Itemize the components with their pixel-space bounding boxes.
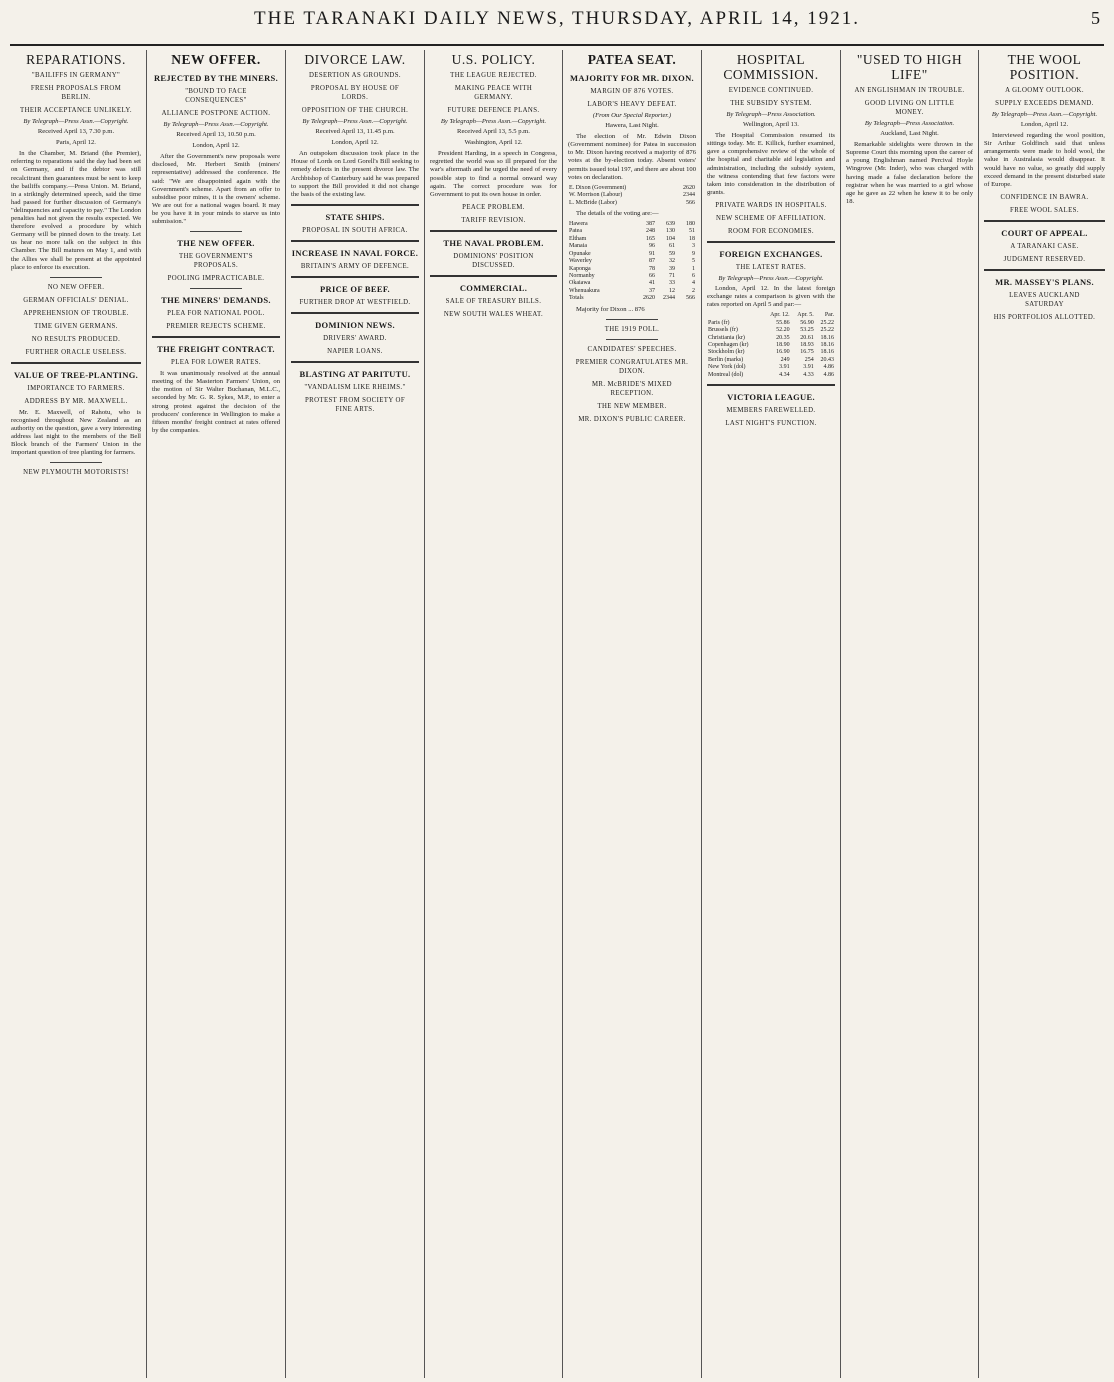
results-table [568,185,696,207]
table-row [568,192,696,199]
deck: MEMBERS FAREWELLED. [726,406,816,414]
deck: PLEA FOR LOWER RATES. [171,359,261,367]
headline-wool-position: THE WOOL POSITION. [1007,52,1082,82]
headline-commercial: COMMERCIAL. [459,282,528,293]
subhead: PROPOSAL IN SOUTH AFRICA. [302,226,408,234]
deck: ADDRESS BY MR. MAXWELL. [24,397,128,405]
subhead: PRICE OF BEEF. [320,283,390,294]
byline: By Telegraph—Press Association. [864,120,955,127]
headline-reparations: REPARATIONS. [26,52,126,67]
table-row [568,243,696,250]
table-row [568,288,696,295]
byline: (From Our Special Reporter.) [592,112,672,119]
cell: 9 [692,250,695,257]
cell: 387 [646,221,655,228]
cell: 165 [646,235,655,242]
received-line: Received April 13, 7.30 p.m. [37,128,115,136]
dateline: Paris, April 12. [56,139,96,147]
deck: PROPOSAL BY HOUSE OF LORDS. [310,85,400,101]
majority-line: Majority for Dixon ... 876 [576,305,645,313]
dateline: London, April 12. [331,139,379,147]
deck: REJECTED BY THE MINERS. [153,73,279,83]
masthead [10,0,1104,46]
cell: 33 [669,280,675,287]
deck: OPPOSITION OF THE CHURCH. [301,107,409,114]
cell: 20.43 [820,356,834,363]
table-row [707,372,835,379]
column-patea-seat [562,50,701,1378]
headline-divorce-law: DIVORCE LAW. [304,52,406,67]
table-row [568,280,696,287]
deck: THEIR ACCEPTANCE UNLIKELY. [20,107,132,114]
deck: SUPPLY EXCEEDS DEMAND. [995,100,1094,107]
byline: By Telegraph—Press Association. [726,111,816,118]
cell: 4 [692,280,695,287]
subhead: DRIVERS' AWARD. [323,334,387,342]
deck: MARGIN OF 876 VOTES. [590,88,674,95]
subhead: STATE SHIPS. [325,211,385,222]
headline-used-to-high-life: "USED TO HIGH LIFE" [856,52,963,82]
cell: 18.93 [800,341,814,348]
byline: By Telegraph—Press Assn.—Copyright. [718,274,824,282]
article-body: In the Chamber, M. Briand (the Premier), referring to reparations said the day had been set on Germany, and if the debtor was still recalcitrant then guarantees must be sent to keep the bailiffs company.—Press Union. M. Briand, in a strikingly determined speech, said the time had passed for further discussion of Germany's "delinquencies and capacity to pay." The London penalties had not given the results expected. We therefore evolved a procedure by which Germany will be pinned down to the treaty. Let us hear no more talk on the subject in this Chamber. The Bill matures on May 1, and with the Allies we shall be present at the appointed place to enforce its execution. [11,150,141,271]
booth-name: Kaponga [569,265,591,272]
exchange-table [707,312,835,379]
column-used-to-high-life [840,50,978,1378]
cell: 5 [692,258,695,265]
table-row [568,266,696,273]
cell: 130 [666,228,675,235]
booth-name: Manaia [569,243,587,250]
city: Berlin (marks) [708,356,744,363]
subhead: TIME GIVEN GERMANS. [34,322,118,330]
cell: 566 [686,295,695,302]
cell: 18.90 [776,341,790,348]
subhead: PEACE PROBLEM. [462,203,525,211]
booth-name: Whenuakura [569,287,600,294]
city: Stockholm (kr) [708,349,745,356]
subhead: POOLING IMPRACTICABLE. [167,275,265,283]
article-body: The election of Mr. Edwin Dixon (Government nominee) for Patea in succession to Mr. Dixon having received a majority of 876 votes at the by-election today. Absent voters' permits issued total 197, and there are about 100 votes on declaration. [568,133,696,181]
subhead: INCREASE IN NAVAL FORCE. [291,247,419,258]
cell: 4.86 [823,364,834,371]
subhead: THE 1919 POLL. [604,325,660,333]
article-body: Interviewed regarding the wool position, Sir Arthur Goldfinch said that unless arrangements were made to hold wool, the value in Australasia would disappear. It would have no value, so greatly did supply exceed demand in the present disturbed state of Europe. [984,132,1105,188]
subhead: NEW SOUTH WALES WHEAT. [443,310,544,318]
column-reparations [6,50,146,1378]
cell: 55.86 [776,319,790,326]
cell: 104 [666,235,675,242]
subhead: THE NAVAL PROBLEM. [443,237,544,248]
deck: MAJORITY FOR MR. DIXON. [570,73,694,83]
cell: 180 [686,221,695,228]
subhead: PREMIER CONGRATULATES MR. DIXON. [575,358,689,375]
subhead: NEW SCHEME OF AFFILIATION. [716,214,826,222]
table-row [707,327,835,334]
article-body: President Harding, in a speech in Congress, regretted the world was so ill prepared for the war's aftermath and he urged the need of every possible step to find a normal onward way again. The correct procedure was for Government to put its own house in order. [430,150,557,198]
cell: 2 [692,287,695,294]
cell: 639 [666,221,675,228]
deck: PROTEST FROM SOCIETY OF FINE ARTS. [304,396,406,413]
candidate: L. McBride (Labor) [569,199,617,206]
subhead: FURTHER ORACLE USELESS. [25,348,127,356]
cell: 52.20 [776,327,790,334]
byline: By Telegraph—Press Assn.—Copyright. [440,118,547,125]
subhead: APPREHENSION OF TROUBLE. [23,309,129,317]
deck: FUTURE DEFENCE PLANS. [447,107,540,114]
cell: 37 [649,287,655,294]
deck: LAST NIGHT'S FUNCTION. [725,419,817,427]
votes: 2620 [683,184,695,191]
cell: 91 [649,250,655,257]
cell: 25.22 [820,327,834,334]
booth-name: Eltham [569,235,587,242]
cell: 96 [649,243,655,250]
booth-name: Patea [569,228,582,235]
headline-blasting-parituru: BLASTING AT PARITUTU. [299,368,411,379]
article-body: Mr. E. Maxwell, of Rahotu, who is recognised throughout New Zealand as an authority on the question, gave a very interesting address last night to the members of the Bell Block branch of the Farmers' Union in the important question of tree planting for farmers. [11,408,141,457]
deck: LEAVES AUCKLAND SATURDAY [1009,291,1080,308]
subhead: NAPIER LOANS. [327,347,383,355]
deck: "VANDALISM LIKE RHEIMS." [304,383,406,391]
dateline: Washington, April 12. [464,139,523,147]
deck: MAKING PEACE WITH GERMANY. [454,85,533,101]
article-body: The details of the voting are:— [576,209,659,217]
deck: THE LEAGUE REJECTED. [450,72,537,79]
table-row [707,335,835,342]
city: Christiania (kr) [708,334,745,341]
received-line: Received April 13, 11.45 p.m. [315,128,395,136]
cell: 51 [689,228,695,235]
deck: DESERTION AS GROUNDS. [308,72,402,79]
table-row [707,364,835,371]
booth-name: Hawera [569,221,588,228]
subhead: MR. DIXON'S PUBLIC CAREER. [578,415,686,423]
cell: 20.35 [776,334,790,341]
votes: 2344 [683,192,695,199]
table-row [568,251,696,258]
header-cell: Par. [824,312,834,319]
totals-row [568,295,696,302]
dateline: Auckland, Last Night. [880,130,939,138]
deck: AN ENGLISHMAN IN TROUBLE. [854,87,965,94]
table-row [568,273,696,280]
cell: 16.90 [776,349,790,356]
column-divorce-law [285,50,424,1378]
cell: 3.91 [779,364,790,371]
headline-victoria-league: VICTORIA LEAGUE. [727,391,815,402]
cell: 3 [692,243,695,250]
dateline: Hawera, Last Night. [605,122,659,130]
deck: A TARANAKI CASE. [1010,242,1079,250]
table-row [568,200,696,207]
cell: 87 [649,258,655,265]
table-header [707,312,835,319]
subhead: ROOM FOR ECONOMIES. [728,227,814,235]
booth-name: Opunake [569,250,591,257]
cell: 3.91 [803,364,814,371]
candidate: W. Morrison (Labour) [569,192,623,199]
deck: THE SUBSIDY SYSTEM. [730,100,812,107]
cell: 71 [669,272,675,279]
cell: 18.16 [820,334,834,341]
subhead: GERMAN OFFICIALS' DENIAL. [23,296,129,304]
booth-table [568,221,696,302]
cell: 66 [649,272,655,279]
cell: 78 [649,265,655,272]
dateline: London, April 12. [1020,121,1069,129]
city: Brussels (fr) [708,327,738,334]
subhead: PREMIER REJECTS SCHEME. [166,323,266,331]
column-us-policy [424,50,562,1378]
subhead: THE GOVERNMENT'S PROPOSALS. [179,253,253,270]
advert-heading: NEW PLYMOUTH MOTORISTS! [23,469,129,477]
subhead: FURTHER DROP AT WESTFIELD. [299,298,411,306]
cell: 254 [804,356,814,363]
article-body: An outspoken discussion took place in the House of Lords on Lord Gorell's Bill seeking to remedy defects in the present divorce law. The Archbishop of Canterbury said he was prepared to support the Bill provided it did not change the basis of the existing law. [291,150,419,198]
cell: 25.22 [820,319,834,326]
byline: By Telegraph—Press Assn.—Copyright. [302,118,408,125]
cell: 4.33 [803,371,814,378]
booth-name: Normanby [569,272,595,279]
cell: 4.86 [823,371,834,378]
booth-name: Okaiawa [569,280,591,287]
byline: By Telegraph—Press Assn.—Copyright. [163,121,269,128]
city: Copenhagen (kr) [708,341,749,348]
cell: 39 [669,265,675,272]
headline-patea-seat: PATEA SEAT. [587,52,677,67]
deck: ALLIANCE POSTPONE ACTION. [161,110,271,117]
header-cell [707,312,763,319]
subhead: NO RESULTS PRODUCED. [31,335,121,343]
header-cell: Apr. 5. [797,312,814,319]
headline-tree-planting: VALUE OF TREE-PLANTING. [13,369,139,380]
table-row [707,320,835,327]
cell: 32 [669,258,675,265]
column-wool-position [978,50,1110,1378]
cell: 248 [646,228,655,235]
cell: 2620 [643,295,655,302]
deck: IMPORTANCE TO FARMERS. [27,384,125,392]
city: Paris (fr) [708,319,730,326]
deck: GOOD LIVING ON LITTLE MONEY. [864,100,955,116]
cell: 41 [649,280,655,287]
subhead: MR. McBRIDE'S MIXED RECEPTION. [591,380,672,397]
subhead: THE MINERS' DEMANDS. [161,295,271,306]
deck: THE LATEST RATES. [735,263,807,271]
article-body: Remarkable sidelights were thrown in the Supreme Court this morning upon the career of a young Englishman named Percival Hoyle Wingrove (Mr. Inder), who was charged with having made a false declaration before the registrar when he was married to a girl whose age he gave as 22 when he knew it to be only 18. [846,141,973,205]
headline-us-policy: U.S. POLICY. [451,52,536,67]
article-body: The Hospital Commission resumed its sittings today. Mr. E. Killick, further examined, gave a comprehensive review of the whole of the hospital and charitable aid legislation and administration, including the subsidy system, the witness contending that few factors were taken into consideration in the distribution of grants. [707,132,835,196]
deck: SALE OF TREASURY BILLS. [445,297,542,305]
column-new-offer [146,50,285,1378]
deck: A GLOOMY OUTLOOK. [1005,87,1084,94]
cell: 53.25 [800,327,814,334]
subhead: DOMINION NEWS. [315,319,395,330]
headline-court-of-appeal: COURT OF APPEAL. [1001,227,1088,238]
cell: 59 [669,250,675,257]
cell: 249 [780,356,790,363]
table-row [568,258,696,265]
columns [6,50,1110,1378]
headline-freight-contract: THE FREIGHT CONTRACT. [157,344,275,355]
deck: EVIDENCE CONTINUED. [728,87,814,94]
cell: 4.34 [779,371,790,378]
headline-hospital-commission: HOSPITAL COMMISSION. [723,52,819,82]
header-cell: Apr. 12. [770,312,790,319]
dateline: Wellington, April 13. [743,121,799,129]
cell: 20.61 [800,334,814,341]
subhead: BRITAIN'S ARMY OF DEFENCE. [300,262,410,270]
deck: "BAILIFFS IN GERMANY" [31,72,121,79]
city: New York (dol) [708,364,746,371]
deck: JUDGMENT RESERVED. [1003,255,1086,263]
deck: "BOUND TO FACE CONSEQUENCES" [185,88,247,104]
cell: 12 [669,287,675,294]
received-line: Received April 13, 5.5 p.m. [457,128,530,136]
subhead: PRIVATE WARDS IN HOSPITALS. [715,201,827,209]
headline-foreign-exchanges: FOREIGN EXCHANGES. [719,248,823,259]
deck: HIS PORTFOLIOS ALLOTTED. [993,313,1096,321]
subhead: THE NEW MEMBER. [597,402,667,410]
headline-massey-plans: MR. MASSEY'S PLANS. [995,276,1094,287]
article-body: After the Government's new proposals were disclosed, Mr. Herbert Smith (miners' representative) addressed the conference. He said: "We are disappointed again with the Government's scheme. Apart from an offer to subsidise poor mines, it is the owners' scheme. We are out for a national wages board. It may be you have it in your minds to starve us into submission." [152,153,280,226]
table-row [568,228,696,235]
column-hospital-commission [701,50,840,1378]
subhead: DOMINIONS' POSITION DISCUSSED. [453,252,534,269]
cell: 56.90 [800,319,814,326]
cell: 16.75 [800,349,814,356]
dateline: London, April 12. [192,142,240,150]
city: Montreal (dol) [708,371,744,378]
cell: 6 [692,272,695,279]
article-body: London, April 12. In the latest foreign exchange rates a comparison is given with the rates reported on April 5 and par:— [707,285,835,309]
subhead: PLEA FOR NATIONAL POOL. [167,310,265,318]
byline: By Telegraph—Press Assn.—Copyright. [991,111,1098,118]
cell: 18.16 [820,341,834,348]
subhead: CANDIDATES' SPEECHES. [587,345,677,353]
headline-new-offer: NEW OFFER. [171,52,261,67]
newspaper-title: THE TARANAKI DAILY NEWS, THURSDAY, APRIL 14, 1921. [254,8,860,29]
subhead: TARIFF REVISION. [461,216,526,224]
cell: 61 [669,243,675,250]
deck: FRESH PROPOSALS FROM BERLIN. [30,85,122,101]
table-row [707,349,835,356]
cell: 2344 [663,295,675,302]
subhead: CONFIDENCE IN BAWRA. [1000,193,1089,201]
cell: 1 [692,265,695,272]
candidate: E. Dixon (Government) [569,184,627,191]
article-body: It was unanimously resolved at the annual meeting of the Masterton Farmers' Union, on the motion of Sir Walter Buchanan, M.L.C., seconded by Mr. G. R. Sykes, M.P., to enter a strong protest against the decision of the producers' conference in Wellington to make a fifteen months' freight contract at rates offered by the companies. [152,370,280,434]
votes: 566 [686,199,695,206]
subhead: FREE WOOL SALES. [1010,206,1079,214]
cell: 18 [689,235,695,242]
table-row [568,236,696,243]
table-row [568,221,696,228]
subhead: NO NEW OFFER. [47,283,105,291]
deck: LABOR'S HEAVY DEFEAT. [587,101,677,108]
page-number: 5 [1091,8,1100,28]
subhead: THE NEW OFFER. [177,238,255,249]
totals-label: Totals [569,295,584,302]
booth-name: Waverley [569,258,592,265]
cell: 18.16 [820,349,834,356]
received-line: Received April 13, 10.50 p.m. [176,131,256,139]
byline: By Telegraph—Press Assn.—Copyright. [23,118,129,125]
